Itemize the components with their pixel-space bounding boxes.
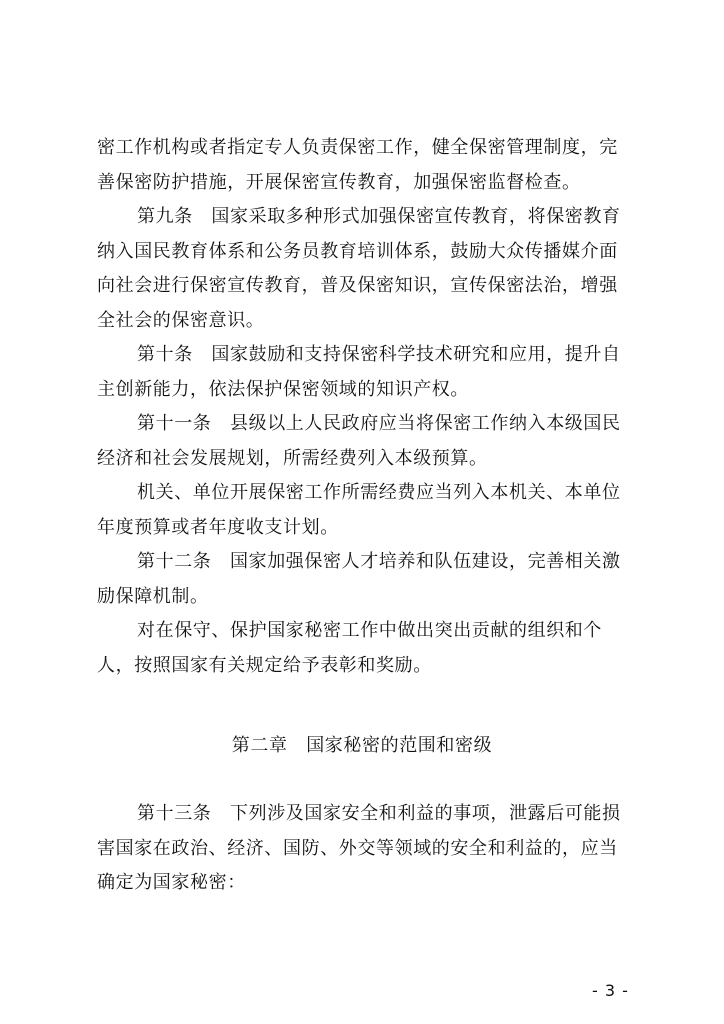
article-12 bbox=[97, 545, 643, 614]
article-13 bbox=[97, 797, 643, 901]
document-body-continued bbox=[97, 797, 643, 901]
text-line: 经济和社会发展规划，所需经费列入本级预算。 bbox=[97, 447, 488, 469]
article-10 bbox=[97, 338, 643, 407]
page-number: - 3 - bbox=[592, 981, 629, 1000]
text-line: 第十一条 县级以上人民政府应当将保密工作纳入本级国民 bbox=[137, 413, 621, 434]
text-line: 第十三条 下列涉及国家安全和利益的事项，泄露后可能损 bbox=[137, 803, 621, 824]
article-11 bbox=[97, 407, 643, 476]
text-line: 密工作机构或者指定专人负责保密工作，健全保密管理制度，完 bbox=[97, 137, 618, 158]
paragraph bbox=[97, 131, 643, 200]
text-line: 善保密防护措施，开展保密宣传教育，加强保密监督检查。 bbox=[97, 171, 581, 193]
text-line: 向社会进行保密宣传教育，普及保密知识，宣传保密法治，增强 bbox=[97, 275, 618, 296]
article-11-paragraph-2 bbox=[97, 476, 643, 545]
text-line: 励保障机制。 bbox=[97, 585, 209, 607]
text-line: 人，按照国家有关规定给予表彰和奖励。 bbox=[97, 654, 432, 676]
text-line: 对在保守、保护国家秘密工作中做出突出贡献的组织和个 bbox=[137, 620, 602, 641]
article-9 bbox=[97, 200, 643, 338]
text-line: 机关、单位开展保密工作所需经费应当列入本机关、本单位 bbox=[137, 482, 621, 503]
text-line: 第十二条 国家加强保密人才培养和队伍建设，完善相关激 bbox=[137, 551, 621, 572]
text-line: 纳入国民教育体系和公务员教育培训体系，鼓励大众传播媒介面 bbox=[97, 240, 618, 262]
text-line: 年度预算或者年度收支计划。 bbox=[97, 516, 339, 538]
text-line: 主创新能力，依法保护保密领域的知识产权。 bbox=[97, 378, 469, 400]
text-line: 确定为国家秘密： bbox=[97, 872, 246, 893]
document-body bbox=[97, 131, 643, 683]
text-line: 害国家在政治、经济、国防、外交等领域的安全和利益的，应当 bbox=[97, 837, 618, 859]
text-line: 全社会的保密意识。 bbox=[97, 309, 265, 331]
chapter-heading: 第二章 国家秘密的范围和密级 bbox=[231, 735, 493, 756]
article-12-paragraph-2 bbox=[97, 614, 643, 683]
text-line: 第十条 国家鼓励和支持保密科学技术研究和应用，提升自 bbox=[137, 344, 621, 365]
text-line: 第九条 国家采取多种形式加强保密宣传教育，将保密教育 bbox=[137, 206, 621, 227]
